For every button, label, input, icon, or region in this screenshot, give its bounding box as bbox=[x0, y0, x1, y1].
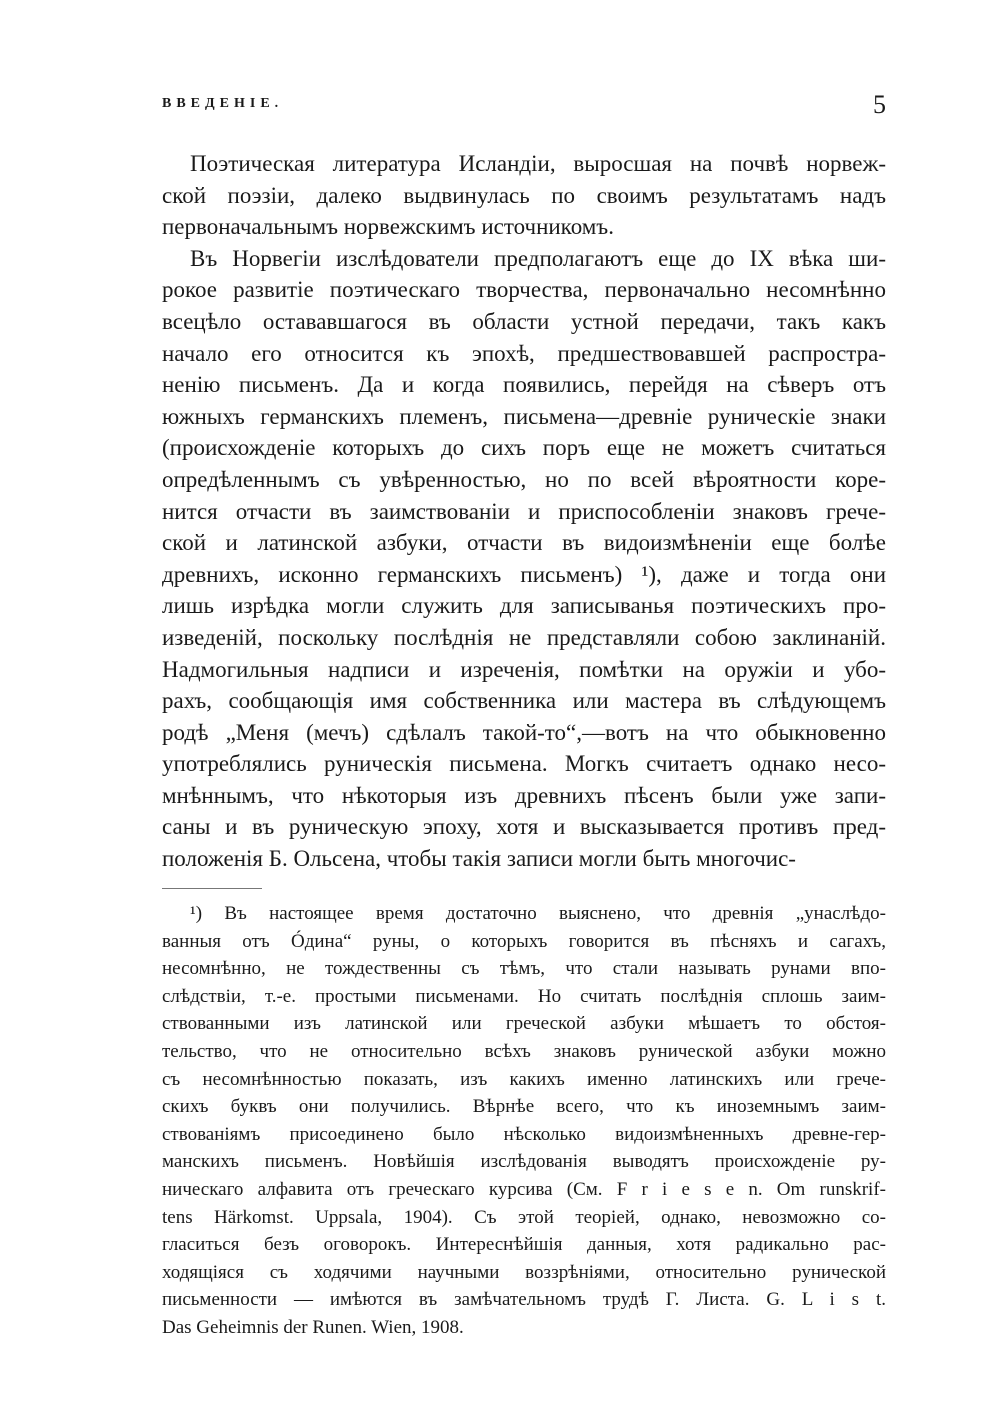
footnote-separator bbox=[162, 888, 262, 889]
body-text bbox=[162, 148, 886, 875]
text-line: древнихъ, исконно германскихъ письменъ) ¹), даже и тогда они bbox=[162, 561, 886, 587]
text-line: опредѣленнымъ съ увѣренностью, но по всей вѣроятности коре- bbox=[162, 466, 886, 492]
footnote-line: ходящіяся съ ходячими научными воззрѣніями, относительно рунической bbox=[162, 1261, 886, 1283]
footnote-line: tens Härkomst. Uppsala, 1904). Съ этой теоріей, однако, невозможно со- bbox=[162, 1206, 886, 1228]
footnote-line: гласиться безъ оговорокъ. Интереснѣйшія данныя, хотя радикально рас- bbox=[162, 1234, 886, 1256]
footnote-line: ¹) Въ настоящее время достаточно выяснено, что древнія „унаслѣдо- bbox=[190, 903, 886, 924]
text-line: начало его относится къ эпохѣ, предшествовавшей распростра- bbox=[162, 340, 886, 366]
footnote-line: съ несомнѣнностью показать, изъ какихъ именно латинскихъ или грече- bbox=[162, 1068, 886, 1090]
footnote-line: ническаго алфавита отъ греческаго курсива (См. F r i e s e n. Om runskrif- bbox=[162, 1178, 886, 1200]
footnote-line: Das Geheimnis der Runen. Wien, 1908. bbox=[162, 1316, 464, 1338]
text-line: родѣ „Меня (мечъ) сдѣлалъ такой-то“,—вотъ на что обыкновенно bbox=[162, 719, 886, 745]
text-line: употреблялись руническія письмена. Могкъ считаетъ однако несо- bbox=[162, 751, 886, 777]
text-line: нится отчасти въ заимствованіи и приспособленіи знаковъ грече- bbox=[162, 498, 886, 524]
text-line: рокое развитіе поэтическаго творчества, первоначально несомнѣнно bbox=[162, 277, 886, 303]
text-line: ской и латинской азбуки, отчасти въ видоизмѣненіи еще болѣе bbox=[162, 530, 886, 556]
text-line: рахъ, сообщающія имя собственника или мастера въ слѣдующемъ bbox=[162, 688, 886, 714]
text-line: ской поэзіи, далеко выдвинулась по своимъ результатамъ надъ bbox=[162, 182, 886, 208]
text-line: положенія Б. Ольсена, чтобы такія записи могли быть многочис- bbox=[162, 846, 796, 872]
footnote-line: ствованными изъ латинской или греческой азбуки мѣшаетъ то обстоя- bbox=[162, 1013, 886, 1035]
footnote-line: скихъ буквъ они получились. Вѣрнѣе всего, что къ иноземнымъ заим- bbox=[162, 1096, 886, 1118]
footnote-line: ванныя отъ Óдина“ руны, о которыхъ говорится въ пѣсняхъ и сагахъ, bbox=[162, 930, 886, 952]
chapter-title: ВВЕДЕНІЕ. bbox=[162, 96, 284, 111]
text-line: ненію письменъ. Да и когда появились, перейдя на сѣверъ отъ bbox=[162, 372, 886, 398]
text-line: саны и въ руническую эпоху, хотя и высказывается противъ пред- bbox=[162, 814, 886, 840]
text-line: (происхожденіе которыхъ до сихъ поръ еще не можетъ считаться bbox=[162, 435, 886, 461]
text-line: всецѣло остававшагося въ области устной передачи, такъ какъ bbox=[162, 308, 886, 334]
footnote-line: манскихъ письменъ. Новѣйшія изслѣдованія выводятъ происхожденіе ру- bbox=[162, 1151, 886, 1173]
text-line: Поэтическая литература Исландіи, выросшая на почвѣ норвеж- bbox=[190, 151, 886, 176]
text-line: первоначальнымъ норвежскимъ источникомъ. bbox=[162, 214, 614, 240]
footnote-line: несомнѣнно, не тождественны съ тѣмъ, что стали называть рунами впо- bbox=[162, 958, 886, 980]
footnote-line: ствованіямъ присоединено было нѣсколько видоизмѣненныхъ древне-гер- bbox=[162, 1123, 886, 1145]
footnote-line: тельство, что не относительно всѣхъ знаковъ рунической азбуки можно bbox=[162, 1040, 886, 1062]
footnote bbox=[162, 900, 886, 1342]
running-head bbox=[162, 92, 886, 122]
text-line: мнѣннымъ, что нѣкоторыя изъ древнихъ пѣсенъ были уже запи- bbox=[162, 782, 886, 808]
text-line: Въ Норвегіи изслѣдователи предполагаютъ еще до IX вѣка ши- bbox=[190, 245, 886, 271]
page-number: 5 bbox=[873, 90, 886, 119]
footnote-line: письменности — имѣются въ замѣчательномъ трудѣ Г. Листа. G. L i s t. bbox=[162, 1289, 886, 1311]
footnote-line: слѣдствіи, т.-е. простыми письменами. Но считать послѣднія сплошь заим- bbox=[162, 985, 886, 1007]
text-line: южныхъ германскихъ племенъ, письмена—древніе руническіе знаки bbox=[162, 403, 886, 429]
text-line: Надмогильныя надписи и изреченія, помѣтки на оружіи и убо- bbox=[162, 656, 886, 682]
text-line: лишь изрѣдка могли служить для записыванья поэтическихъ про- bbox=[162, 593, 886, 619]
text-line: изведеній, поскольку послѣднія не представляли собою заклинаній. bbox=[162, 624, 886, 650]
